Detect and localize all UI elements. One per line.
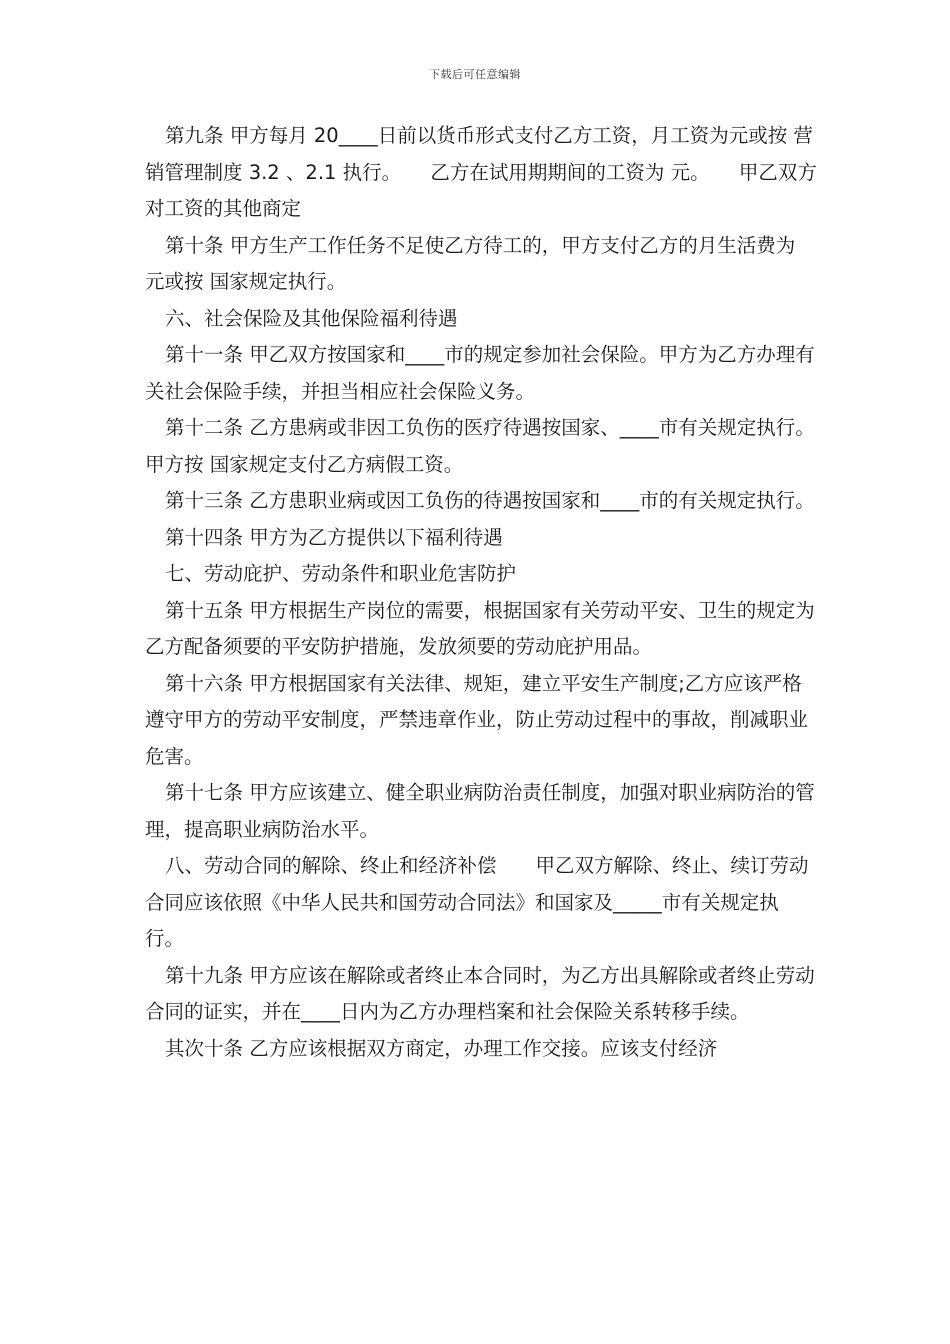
paragraph-article-14: 第十四条 甲方为乙方提供以下福利待遇	[165, 525, 503, 549]
section-heading-social-insurance: 六、社会保险及其他保险福利待遇	[165, 306, 458, 330]
paragraph-article-16: 第十六条 甲方根据国家有关法律、规矩，建立平安生产制度;乙方应该严格遵守甲方的劳动平安制度，严禁违章作业，防止劳动过程中的事故，削减职业危害。	[145, 671, 809, 768]
page-header-note: 下载后可任意编辑	[429, 68, 521, 81]
paragraph-article-15: 第十五条 甲方根据生产岗位的需要，根据国家有关劳动平安、卫生的规定为乙方配备须要的平安防护措施，发放须要的劳动庇护用品。	[145, 598, 815, 658]
paragraph-article-9: 第九条 甲方每月 20____日前以货币形式支付乙方工资，月工资为元或按 营销管理制度 3.2 、2.1 执行。 乙方在试用期期间的工资为 元。 甲乙双方对工资的其他商定	[145, 124, 817, 220]
paragraph-article-19: 第十九条 甲方应该在解除或者终止本合同时，为乙方出具解除或者终止劳动合同的证实，并在____日内为乙方办理档案和社会保险关系转移手续。	[145, 963, 815, 1023]
paragraph-article-17: 第十七条 甲方应该建立、健全职业病防治责任制度，加强对职业病防治的管理，提高职业病防治水平。	[145, 781, 815, 841]
paragraph-article-12: 第十二条 乙方患病或非因工负伤的医疗待遇按国家、____市有关规定执行。甲方按 国家规定支付乙方病假工资。	[145, 416, 815, 476]
paragraph-article-10: 第十条 甲方生产工作任务不足使乙方待工的，甲方支付乙方的月生活费为 元或按 国家规定执行。	[145, 233, 796, 293]
paragraph-article-20: 其次十条 乙方应该根据双方商定，办理工作交接。应该支付经济	[165, 1036, 718, 1060]
paragraph-article-13: 第十三条 乙方患职业病或因工负伤的待遇按国家和____市的有关规定执行。	[165, 489, 815, 512]
paragraph-article-11: 第十一条 甲乙双方按国家和____市的规定参加社会保险。甲方为乙方办理有关社会保险手续，并担当相应社会保险义务。	[145, 343, 815, 403]
section-heading-labor-protection: 七、劳动庇护、劳动条件和职业危害防护	[165, 562, 517, 585]
document-body	[145, 118, 817, 1067]
section-heading-termination: 八、劳动合同的解除、终止和经济补偿 甲乙双方解除、终止、续订劳动合同应该依照《中华人民共和国劳动合同法》和国家及_____市有关规定执行。	[145, 854, 809, 950]
